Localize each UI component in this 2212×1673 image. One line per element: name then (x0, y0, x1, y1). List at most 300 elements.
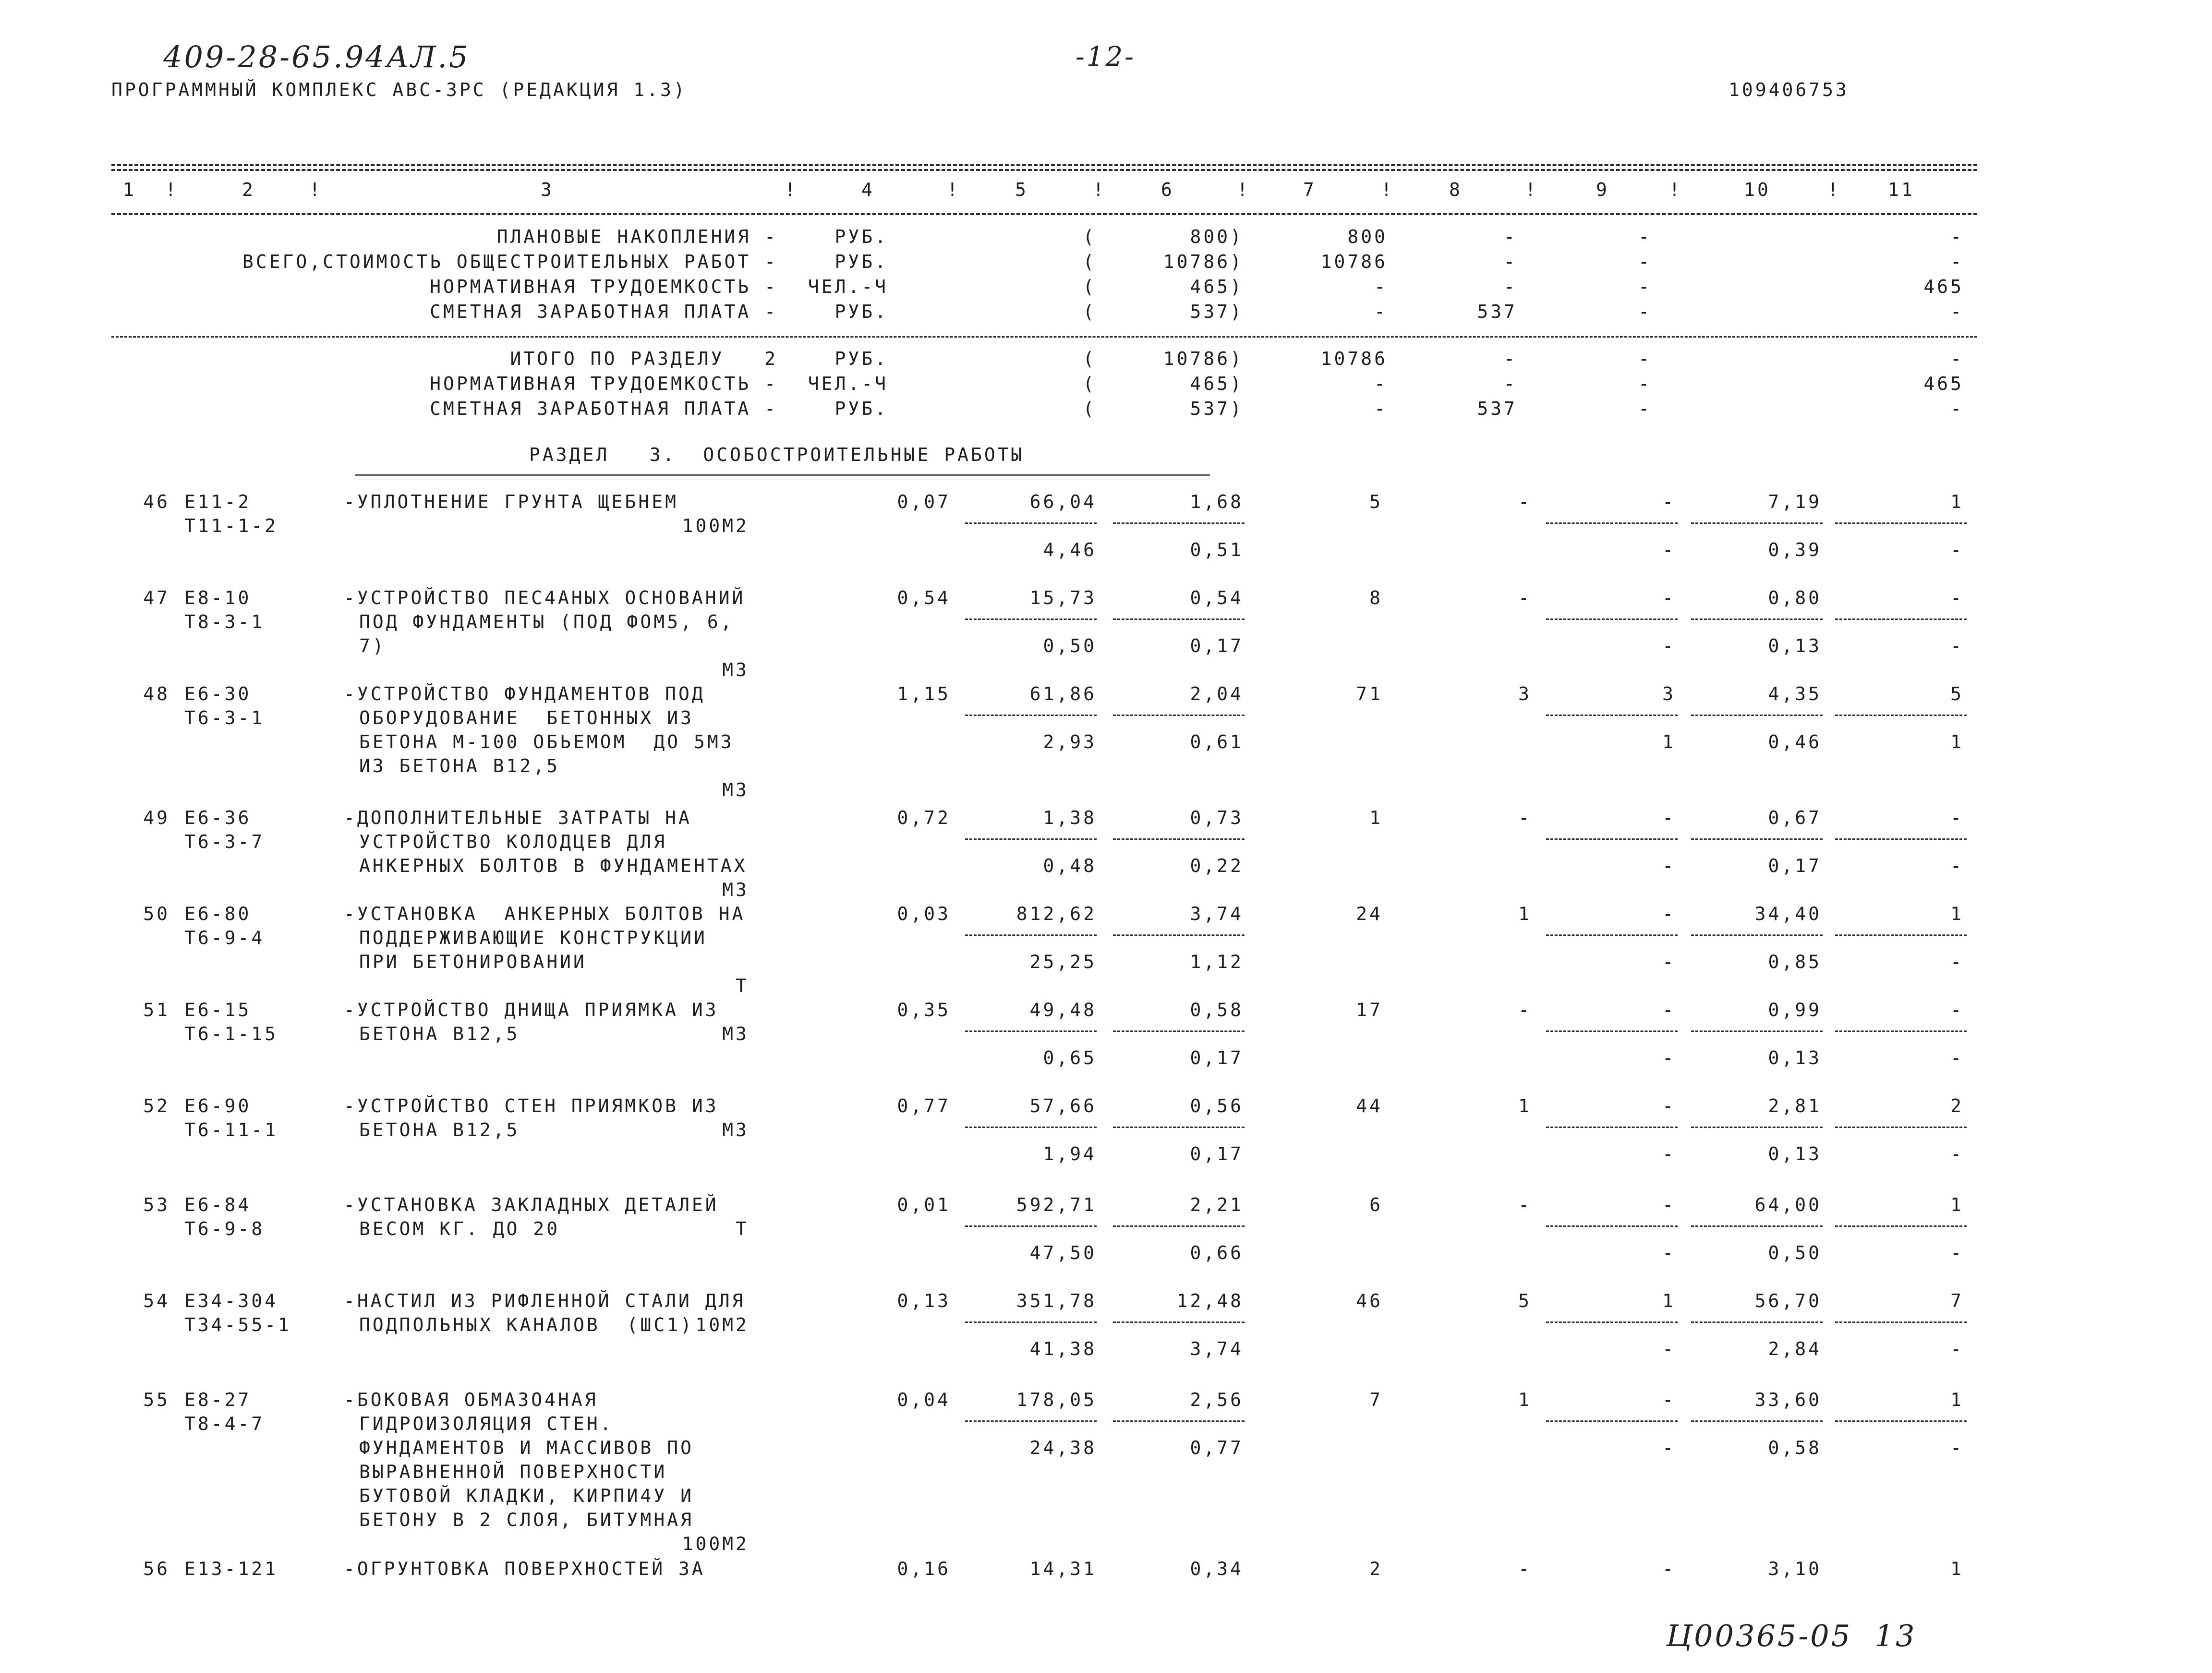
item-description-line: -УСТАНОВКА ЗАКЛАДНЫХ ДЕТАЛЕЙ (344, 1194, 719, 1215)
item-column-6-total: 2,21 (1190, 1194, 1244, 1215)
item-column-8: - (1518, 1194, 1532, 1215)
cell-divider (1546, 1127, 1678, 1128)
item-column-8: 1 (1518, 1095, 1532, 1116)
summary-column-7: - (1374, 301, 1388, 322)
item-column-8: - (1518, 999, 1532, 1020)
item-column-11-total: 1 (1950, 491, 1964, 512)
summary-column-8: - (1504, 276, 1517, 297)
item-unit: М3 (722, 1119, 749, 1140)
summary-label: ИТОГО ПО РАЗДЕЛУ 2 (510, 348, 778, 369)
item-column-6-total: 2,04 (1190, 683, 1244, 704)
item-column-5-total: 66,04 (1029, 491, 1097, 512)
item-code: Е13-121 (184, 1558, 278, 1579)
summary-column-8: 537 (1477, 301, 1517, 322)
item-column-10-total: 0,67 (1768, 807, 1822, 828)
item-column-10-total: 2,81 (1768, 1095, 1822, 1116)
item-number: 56 (143, 1558, 170, 1579)
item-column-5-total: 15,73 (1029, 587, 1097, 608)
summary-column-7: 10786 (1320, 348, 1388, 369)
cell-divider (1546, 934, 1678, 936)
item-description-line: ОБОРУДОВАНИЕ БЕТОННЫХ ИЗ (359, 707, 694, 728)
item-column-5-total: 57,66 (1029, 1095, 1097, 1116)
column-header-9: 9 (1596, 179, 1609, 200)
item-code-secondary: Т6-3-7 (184, 831, 265, 852)
item-column-9-wages: - (1662, 635, 1676, 656)
item-quantity: 0,01 (897, 1194, 951, 1215)
summary-column-11: - (1950, 348, 1964, 369)
item-column-10-wages: 0,50 (1768, 1242, 1822, 1263)
item-column-5-total: 49,48 (1029, 999, 1097, 1020)
table-top-rule-2 (111, 169, 1977, 171)
item-column-6-wages: 1,12 (1190, 951, 1244, 972)
cell-divider (965, 522, 1097, 524)
item-column-8: 1 (1518, 1389, 1532, 1410)
cell-divider (1113, 1127, 1245, 1128)
summary-column-9: - (1638, 301, 1652, 322)
item-code-secondary: Т8-4-7 (184, 1413, 265, 1434)
item-column-9-wages: - (1662, 539, 1676, 560)
item-column-6-total: 0,54 (1190, 587, 1244, 608)
item-column-9-wages: - (1662, 1143, 1676, 1164)
item-column-6-total: 0,34 (1190, 1558, 1244, 1579)
item-column-10-total: 4,35 (1768, 683, 1822, 704)
item-description-line: ФУНДАМЕНТОВ И МАССИВОВ ПО (359, 1437, 694, 1458)
item-column-11-total: 1 (1950, 903, 1964, 924)
item-column-11-wages: - (1950, 1143, 1964, 1164)
summary-column-11: 465 (1923, 373, 1964, 394)
item-unit: М3 (722, 879, 749, 900)
item-code-secondary: Т6-11-1 (184, 1119, 278, 1140)
item-column-7: 71 (1356, 683, 1383, 704)
item-description-line: АНКЕРНЫХ БОЛТОВ В ФУНДАМЕНТАХ (359, 855, 748, 876)
item-column-5-wages: 2,93 (1043, 731, 1097, 752)
cell-divider (1691, 934, 1823, 936)
cell-divider (1691, 522, 1823, 524)
item-column-7: 5 (1369, 491, 1383, 512)
cell-divider (1691, 1127, 1823, 1128)
column-separator: ! (785, 179, 798, 200)
summary-column-7: - (1374, 276, 1388, 297)
item-column-6-wages: 0,51 (1190, 539, 1244, 560)
summary-column-8: - (1504, 373, 1517, 394)
summary-column-9: - (1638, 251, 1652, 272)
cell-divider (1113, 1030, 1245, 1032)
item-description-line: ИЗ БЕТОНА В12,5 (359, 755, 560, 776)
cell-divider (1835, 1030, 1967, 1032)
cell-divider (1691, 1321, 1823, 1323)
cell-divider (1835, 934, 1967, 936)
item-column-9-wages: - (1662, 951, 1676, 972)
item-code: Е34-304 (184, 1290, 278, 1311)
item-column-7: 8 (1369, 587, 1383, 608)
item-column-6-total: 2,56 (1190, 1389, 1244, 1410)
item-column-11-wages: - (1950, 1437, 1964, 1458)
item-column-5-wages: 1,94 (1043, 1143, 1097, 1164)
cell-divider (1546, 618, 1678, 620)
item-column-11-total: 1 (1950, 1194, 1964, 1215)
item-number: 52 (143, 1095, 170, 1116)
item-unit: М3 (722, 1023, 749, 1044)
item-column-11-wages: - (1950, 1047, 1964, 1068)
item-column-10-total: 56,70 (1754, 1290, 1822, 1311)
item-column-8: 5 (1518, 1290, 1532, 1311)
summary-column-7: 800 (1347, 226, 1388, 247)
summary-unit: РУБ. (834, 226, 888, 247)
cell-divider (1546, 1225, 1678, 1227)
cell-divider (965, 934, 1097, 936)
summary-column-6: ( 465) (1083, 276, 1244, 297)
item-column-5-total: 178,05 (1016, 1389, 1097, 1410)
column-header-8: 8 (1449, 179, 1463, 200)
cell-divider (1546, 522, 1678, 524)
item-quantity: 0,54 (897, 587, 951, 608)
item-column-11-wages: 1 (1950, 731, 1964, 752)
summary-unit: ЧЕЛ.-Ч (808, 276, 888, 297)
item-description-line: ПОДДЕРЖИВАЮЩИЕ КОНСТРУКЦИИ (359, 927, 707, 948)
summary-separator (111, 336, 1977, 338)
summary-column-9: - (1638, 276, 1652, 297)
item-column-9-total: - (1662, 1389, 1676, 1410)
header-bottom-rule (111, 213, 1977, 215)
cell-divider (1113, 1420, 1245, 1422)
item-number: 50 (143, 903, 170, 924)
summary-column-11: - (1950, 301, 1964, 322)
cell-divider (965, 1127, 1097, 1128)
item-column-6-total: 0,58 (1190, 999, 1244, 1020)
cell-divider (1546, 1030, 1678, 1032)
item-column-11-wages: - (1950, 1242, 1964, 1263)
column-header-2: 2 (242, 179, 255, 200)
item-column-11-wages: - (1950, 951, 1964, 972)
item-column-9-wages: - (1662, 855, 1676, 876)
item-quantity: 1,15 (897, 683, 951, 704)
summary-column-6: ( 800) (1083, 226, 1244, 247)
item-description-line: ПОДПОЛЬНЫХ КАНАЛОВ (ШС1) (359, 1314, 694, 1335)
item-description-line: ПРИ БЕТОНИРОВАНИИ (359, 951, 587, 972)
summary-column-8: - (1504, 348, 1517, 369)
column-header-11: 11 (1888, 179, 1915, 200)
cell-divider (1691, 838, 1823, 840)
item-column-9-total: - (1662, 999, 1676, 1020)
item-column-7: 17 (1356, 999, 1383, 1020)
item-column-11-wages: - (1950, 1338, 1964, 1359)
cell-divider (1835, 715, 1967, 716)
column-separator: ! (1093, 179, 1106, 200)
cell-divider (965, 715, 1097, 716)
table-top-rule (111, 164, 1977, 166)
item-column-5-wages: 0,65 (1043, 1047, 1097, 1068)
item-column-9-total: - (1662, 903, 1676, 924)
cell-divider (1113, 1321, 1245, 1323)
cell-divider (1835, 1420, 1967, 1422)
item-column-10-total: 33,60 (1754, 1389, 1822, 1410)
item-code-secondary: Т6-9-8 (184, 1218, 265, 1239)
item-column-9-total: - (1662, 587, 1676, 608)
item-code: Е8-27 (184, 1389, 252, 1410)
item-unit: М3 (722, 779, 749, 800)
item-description-line: БЕТОНА В12,5 (359, 1023, 520, 1044)
item-column-6-total: 1,68 (1190, 491, 1244, 512)
page-number-mark: -12- (1076, 41, 1136, 73)
column-header-10: 10 (1744, 179, 1771, 200)
item-description-line: ПОД ФУНДАМЕНТЫ (ПОД ФОМ5, 6, (359, 611, 734, 632)
item-column-7: 2 (1369, 1558, 1383, 1579)
cell-divider (1835, 1225, 1967, 1227)
item-number: 54 (143, 1290, 170, 1311)
item-column-8: 1 (1518, 903, 1532, 924)
summary-column-9: - (1638, 226, 1652, 247)
item-column-8: - (1518, 587, 1532, 608)
column-header-7: 7 (1303, 179, 1317, 200)
cell-divider (1113, 1225, 1245, 1227)
item-column-9-total: - (1662, 807, 1676, 828)
item-column-5-total: 61,86 (1029, 683, 1097, 704)
section-title: РАЗДЕЛ 3. ОСОБОСТРОИТЕЛЬНЫЕ РАБОТЫ (529, 444, 1025, 465)
item-column-9-total: 1 (1662, 1290, 1676, 1311)
item-column-5-wages: 41,38 (1029, 1338, 1097, 1359)
item-column-10-wages: 0,58 (1768, 1437, 1822, 1458)
item-column-10-total: 3,10 (1768, 1558, 1822, 1579)
cell-divider (1835, 838, 1967, 840)
summary-column-9: - (1638, 348, 1652, 369)
summary-label: СМЕТНАЯ ЗАРАБОТНАЯ ПЛАТА - (430, 398, 778, 419)
item-code-secondary: Т6-1-15 (184, 1023, 278, 1044)
cell-divider (1835, 1127, 1967, 1128)
item-column-5-total: 14,31 (1029, 1558, 1097, 1579)
cell-divider (1546, 1321, 1678, 1323)
item-description-line: БУТОВОЙ КЛАДКИ, КИРПИ4У И (359, 1485, 694, 1506)
item-column-7: 1 (1369, 807, 1383, 828)
item-column-6-wages: 0,77 (1190, 1437, 1244, 1458)
column-header-3: 3 (541, 179, 554, 200)
item-column-11-total: 1 (1950, 1389, 1964, 1410)
item-description-line: -УСТРОЙСТВО СТЕН ПРИЯМКОВ ИЗ (344, 1095, 719, 1116)
summary-column-6: ( 537) (1083, 398, 1244, 419)
summary-unit: РУБ. (834, 301, 888, 322)
summary-label: ПЛАНОВЫЕ НАКОПЛЕНИЯ - (496, 226, 778, 247)
item-code-secondary: Т6-9-4 (184, 927, 265, 948)
item-code-secondary: Т11-1-2 (184, 515, 278, 536)
cell-divider (1113, 715, 1245, 716)
item-description-line: ГИДРОИЗОЛЯЦИЯ СТЕН. (359, 1413, 614, 1434)
summary-column-11: - (1950, 398, 1964, 419)
item-quantity: 0,16 (897, 1558, 951, 1579)
summary-unit: ЧЕЛ.-Ч (808, 373, 888, 394)
column-separator: ! (309, 179, 323, 200)
cell-divider (965, 838, 1097, 840)
item-column-5-total: 1,38 (1043, 807, 1097, 828)
item-column-10-wages: 0,13 (1768, 1143, 1822, 1164)
item-description-line: -УПЛОТНЕНИЕ ГРУНТА ЩЕБНЕМ (344, 491, 678, 512)
column-header-5: 5 (1015, 179, 1028, 200)
item-column-9-wages: - (1662, 1242, 1676, 1263)
cell-divider (1113, 522, 1245, 524)
column-header-4: 4 (861, 179, 875, 200)
item-column-11-total: 1 (1950, 1558, 1964, 1579)
item-description-line: -УСТРОЙСТВО ПЕС4АНЫХ ОСНОВАНИЙ (344, 587, 746, 608)
item-code-secondary: Т8-3-1 (184, 611, 265, 632)
item-column-5-wages: 0,48 (1043, 855, 1097, 876)
item-description-line: -ОГРУНТОВКА ПОВЕРХНОСТЕЙ ЗА (344, 1558, 705, 1579)
item-column-11-total: - (1950, 587, 1964, 608)
item-column-9-total: - (1662, 1558, 1676, 1579)
item-number: 48 (143, 683, 170, 704)
item-code: Е6-84 (184, 1194, 252, 1215)
item-column-6-wages: 0,22 (1190, 855, 1244, 876)
item-column-7: 24 (1356, 903, 1383, 924)
item-code-secondary: Т6-3-1 (184, 707, 265, 728)
item-column-10-wages: 2,84 (1768, 1338, 1822, 1359)
item-column-11-wages: - (1950, 635, 1964, 656)
item-column-10-wages: 0,39 (1768, 539, 1822, 560)
summary-column-11: - (1950, 226, 1964, 247)
summary-column-9: - (1638, 373, 1652, 394)
cell-divider (965, 1225, 1097, 1227)
column-separator: ! (1237, 179, 1250, 200)
item-quantity: 0,77 (897, 1095, 951, 1116)
item-column-5-wages: 4,46 (1043, 539, 1097, 560)
item-column-6-wages: 0,66 (1190, 1242, 1244, 1263)
summary-column-8: - (1504, 226, 1517, 247)
item-number: 51 (143, 999, 170, 1020)
item-quantity: 0,13 (897, 1290, 951, 1311)
column-separator: ! (947, 179, 960, 200)
cell-divider (1113, 838, 1245, 840)
cell-divider (1546, 1420, 1678, 1422)
summary-column-11: - (1950, 251, 1964, 272)
column-separator: ! (1827, 179, 1841, 200)
column-header-6: 6 (1161, 179, 1174, 200)
summary-unit: РУБ. (834, 251, 888, 272)
item-column-7: 7 (1369, 1389, 1383, 1410)
item-column-9-total: - (1662, 1095, 1676, 1116)
item-number: 46 (143, 491, 170, 512)
item-column-10-wages: 0,13 (1768, 635, 1822, 656)
summary-unit: РУБ. (834, 348, 888, 369)
cell-divider (965, 1030, 1097, 1032)
item-code: Е8-10 (184, 587, 252, 608)
item-column-7: 46 (1356, 1290, 1383, 1311)
item-number: 55 (143, 1389, 170, 1410)
item-column-5-total: 351,78 (1016, 1290, 1097, 1311)
summary-column-6: ( 465) (1083, 373, 1244, 394)
item-column-5-wages: 0,50 (1043, 635, 1097, 656)
program-title: ПРОГРАММНЫЙ КОМПЛЕКС АВС-3РС (РЕДАКЦИЯ 1.3) (111, 79, 687, 100)
item-description-line: БЕТОНУ В 2 СЛОЯ, БИТУМНАЯ (359, 1509, 694, 1530)
cell-divider (965, 1321, 1097, 1323)
item-unit: Т (736, 1218, 749, 1239)
summary-label: НОРМАТИВНАЯ ТРУДОЕМКОСТЬ - (430, 276, 778, 297)
document-number: 109406753 (1729, 79, 1849, 100)
item-column-5-total: 592,71 (1016, 1194, 1097, 1215)
summary-column-6: ( 10786) (1083, 251, 1244, 272)
item-description-line: -НАСТИЛ ИЗ РИФЛЕННОЙ СТАЛИ ДЛЯ (344, 1290, 746, 1311)
cell-divider (1691, 1030, 1823, 1032)
item-column-10-total: 0,80 (1768, 587, 1822, 608)
summary-label: ВСЕГО,СТОИМОСТЬ ОБЩЕСТРОИТЕЛЬНЫХ РАБОТ - (242, 251, 778, 272)
item-column-6-total: 12,48 (1176, 1290, 1244, 1311)
item-quantity: 0,35 (897, 999, 951, 1020)
item-description-line: БЕТОНА М-100 ОБЬЕМОМ ДО 5М3 (359, 731, 734, 752)
item-column-10-wages: 0,17 (1768, 855, 1822, 876)
summary-unit: РУБ. (834, 398, 888, 419)
item-column-10-total: 0,99 (1768, 999, 1822, 1020)
item-column-9-wages: - (1662, 1338, 1676, 1359)
item-column-9-wages: 1 (1662, 731, 1676, 752)
item-code: Е11-2 (184, 491, 252, 512)
item-column-11-total: 2 (1950, 1095, 1964, 1116)
item-unit: Т (736, 975, 749, 996)
cell-divider (965, 1420, 1097, 1422)
item-column-8: 3 (1518, 683, 1532, 704)
item-column-6-wages: 0,17 (1190, 1143, 1244, 1164)
item-column-6-total: 0,73 (1190, 807, 1244, 828)
item-description-line: -УСТРОЙСТВО ФУНДАМЕНТОВ ПОД (344, 683, 705, 704)
item-column-11-total: 5 (1950, 683, 1964, 704)
summary-label: СМЕТНАЯ ЗАРАБОТНАЯ ПЛАТА - (430, 301, 778, 322)
item-column-7: 44 (1356, 1095, 1383, 1116)
item-column-5-total: 812,62 (1016, 903, 1097, 924)
summary-column-8: - (1504, 251, 1517, 272)
cell-divider (1113, 934, 1245, 936)
item-number: 47 (143, 587, 170, 608)
item-column-9-wages: - (1662, 1047, 1676, 1068)
cell-divider (1691, 1225, 1823, 1227)
item-description-line: ВЫРАВНЕННОЙ ПОВЕРХНОСТИ (359, 1461, 667, 1482)
item-column-10-total: 34,40 (1754, 903, 1822, 924)
section-title-underline (355, 474, 1210, 480)
item-unit: 100М2 (682, 1533, 749, 1554)
item-column-8: - (1518, 807, 1532, 828)
item-code-secondary: Т34-55-1 (184, 1314, 292, 1335)
summary-column-9: - (1638, 398, 1652, 419)
item-column-6-total: 0,56 (1190, 1095, 1244, 1116)
item-column-5-wages: 47,50 (1029, 1242, 1097, 1263)
item-column-8: - (1518, 1558, 1532, 1579)
item-description-line: -УСТАНОВКА АНКЕРНЫХ БОЛТОВ НА (344, 903, 746, 924)
column-header-1: 1 (123, 179, 136, 200)
cell-divider (1113, 618, 1245, 620)
item-column-10-total: 7,19 (1768, 491, 1822, 512)
cell-divider (1835, 1321, 1967, 1323)
item-code: Е6-80 (184, 903, 252, 924)
item-column-9-wages: - (1662, 1437, 1676, 1458)
cell-divider (1835, 618, 1967, 620)
item-quantity: 0,04 (897, 1389, 951, 1410)
item-code: Е6-30 (184, 683, 252, 704)
cell-divider (1546, 838, 1678, 840)
item-column-9-total: 3 (1662, 683, 1676, 704)
item-column-10-wages: 0,85 (1768, 951, 1822, 972)
item-description-line: 7) (359, 635, 386, 656)
cell-divider (1835, 522, 1967, 524)
item-number: 49 (143, 807, 170, 828)
cell-divider (1691, 715, 1823, 716)
summary-column-6: ( 10786) (1083, 348, 1244, 369)
cell-divider (1691, 1420, 1823, 1422)
item-quantity: 0,07 (897, 491, 951, 512)
item-column-7: 6 (1369, 1194, 1383, 1215)
item-description-line: -БОКОВАЯ ОБМАЗО4НАЯ (344, 1389, 598, 1410)
item-column-11-wages: - (1950, 539, 1964, 560)
summary-column-7: 10786 (1320, 251, 1388, 272)
item-column-11-total: 7 (1950, 1290, 1964, 1311)
cell-divider (965, 618, 1097, 620)
item-column-9-total: - (1662, 1194, 1676, 1215)
item-description-line: УСТРОЙСТВО КОЛОДЦЕВ ДЛЯ (359, 831, 667, 852)
item-code: Е6-90 (184, 1095, 252, 1116)
item-unit: 100М2 (682, 515, 749, 536)
